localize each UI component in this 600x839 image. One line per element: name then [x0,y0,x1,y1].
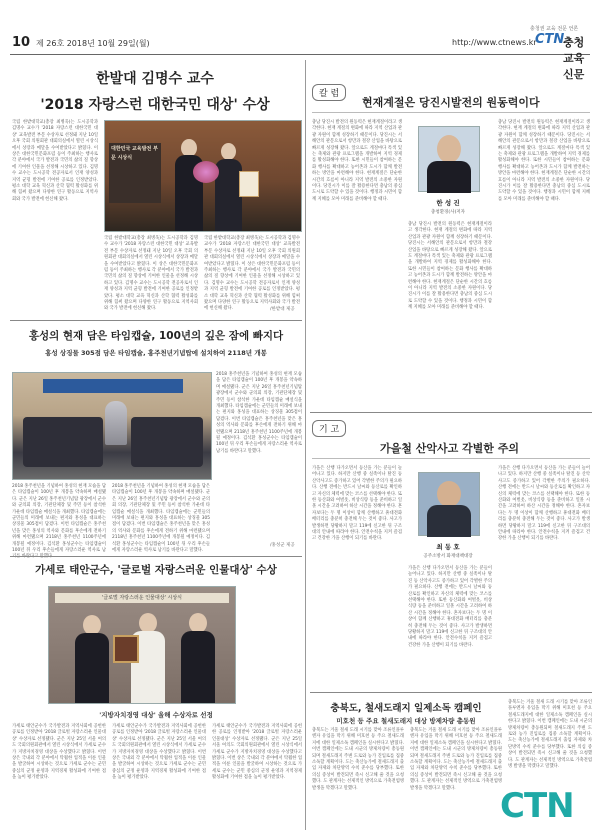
section-rule [310,692,592,693]
article3-photo-caption: '지방자치경영 대상' 올해 수상자로 선정 [99,711,213,719]
article1-body: 국립 한밭대학교(총장 최병욱)는 도시공학과 김명수 교수가 '2018 자랑스런 대한국민 대상' 교육발전 부문 수상자로 선정돼 지난 10일 오후 국회 의원회관 대회의실에서 열린 시상식에서 상장과 메달을 수여받았다고 밝혔다. 이 상은 대한국민문화포럼 등이 주최하는 행사로 각 분야에서 국가 발전과 국민의 삶의 질 향상에 기여한 인물을 선정해 시상하고 있다. 김명수 교수는 도시공학 전공자로서 인재 양성과 지역 균형 발전에 기여한 공로를 인정받았다. 평소 대학 교육 혁신과 산학 협력 활성화를 위해 힘써 왔으며 다양한 연구 활동으로 지역사회와 국가 발전에 헌신해 왔다. [12,120,98,202]
author-uniform [427,505,471,537]
article2-photo-credit: /홍성군 제공 [270,543,295,548]
article1-heading [10,68,300,114]
column2-body-col3: 가을은 산행 다가오면서 등산을 가는 분들이 늘어나고 있다. 하지만 산행 중 실족이나 탈진 등 산악사고도 증가하고 있어 각별한 주의가 필요하다. 산행 전에는 반드시 날씨와 등산로를 확인하고 자신의 체력에 맞는 코스를 선택해야 한다. 또한 등산화와 여벌옷, 비상식량 등을 준비하고 일몰 시간을 고려하여 하산 시간을 정해야 한다. 혼자보다는 두 명 이상이 함께 산행하고 휴대전화 배터리를 충분히 충전해 두는 것이 좋다. 사고가 발생하면 당황하지 말고 119에 신고한 뒤 구조대의 안내에 따라야 한다. 안전수칙을 지켜 즐겁고 건강한 가을 산행이 되기를 바란다. [498,466,590,542]
article4-body-col2: 충북도는 겨울 철새 도래 시기를 맞아 조류인플루엔자 유입을 막기 위해 미호천 등 주요 철새도래지에 대한 일제소독 캠페인을 실시한다고 밝혔다. 이번 캠페인에는 도내 시군의 방제차량이 총동원되며 철새도래지 주변 도로와 농가 진입로를 집중 소독할 계획이다. 도는 축산농가에 철새도래지 출입 자제와 차단방역 수칙 준수를 당부했다. 또한 의심 증상이 발견되면 즉시 신고해 줄 것을 요청했다. 도 관계자는 선제적인 방역으로 가축전염병 발생을 막겠다고 말했다. [410,728,502,791]
person-head [139,613,157,633]
section-rule [310,412,592,413]
column1-body: 충남 당진시 발전의 원동력은 현재계절이라고 생각한다. 현재 계절의 변화에 따라 지역 산업과 관광 자원이 함께 성장하기 때문이다. 당진시는 서해안의 관문으로서 항만과 철강 산업을 바탕으로 빠르게 성장해 왔다. 앞으로도 계절마다 특색 있는 축제와 관광 프로그램을 개발하여 지역 경제를 활성화해야 한다. 또한 시민들이 참여하는 문화 행사를 확대하고 농어촌과 도시가 함께 발전하는 방안을 마련해야 한다. 현재계절은 단순한 시간의 흐름이 아니라 지역 발전의 소중한 자원이다. 당진시가 이를 잘 활용한다면 충남의 중심 도시로 도약할 수 있을 것이다. 행정과 시민이 함께 지혜를 모아 미래를 준비해야 할 때다. [312,120,402,202]
article1-title: 한발대 김명수 교수 [96,71,214,87]
section-rule [10,320,302,321]
author-head [437,481,461,507]
issue-date: 제 26호 2018년 10월 29일(월) [36,39,150,48]
article1-subtitle: '2018 자랑스런 대한국민 대상' 수상 [40,97,270,113]
person-figure [215,159,242,231]
column1-author-photo [418,126,480,192]
column2-body: 가을은 산행 다가오면서 등산을 가는 분들이 늘어나고 있다. 하지만 산행 중 실족이나 탈진 등 산악사고도 증가하고 있어 각별한 주의가 필요하다. 산행 전에는 반드시 날씨와 등산로를 확인하고 자신의 체력에 맞는 코스를 선택해야 한다. 또한 등산화와 여벌옷, 비상식량 등을 준비하고 일몰 시간을 고려하여 하산 시간을 정해야 한다. 혼자보다는 두 명 이상이 함께 산행하고 휴대전화 배터리를 충분히 충전해 두는 것이 좋다. 사고가 발생하면 당황하지 말고 119에 신고한 뒤 구조대의 안내에 따라야 한다. 안전수칙을 지켜 즐겁고 건강한 가을 산행이 되기를 바란다. [312,466,402,542]
section-rule [312,112,590,113]
article3-body: 가세로 태안군수가 국가발전과 지역사회에 공헌한 공로를 인정받아 '2018 글로벌 자랑스러운 인물대상' 수상자로 선정됐다. 군은 지난 25일 서울 여의도 국회의원회관에서 열린 시상식에서 가세로 군수가 지방자치경영 대상을 수상했다고 밝혔다. 이번 상은 국내외 각 분야에서 탁월한 업적을 이룬 인물을 발굴하여 시상하는 것으로 가세로 군수는 군민 중심의 군정 운영과 지역경제 활성화에 기여한 점을 높이 평가받았다. [12,724,106,781]
flower-bouquet [193,161,219,183]
article2-body: 2018 홍주천년을 기념하여 홍성의 현재 모습을 담은 타임캡슐이 100년 후 개봉을 약속하며 매설됐다. 군은 지난 26일 홍주천년기념탑 광장에서 군수와 군의회 의장, 기관단체장 및 주민 등이 참석한 가운데 타임캡슐 매설식을 개최했다. 타임캡슐에는 군민들의 미래에 보내는 편지와 홍성을 대표하는 상징물 305점이 담겼다. 이번 타임캡슐은 홍주천년을 맞은 홍성의 역사와 문화를 후손에게 전하기 위해 마련됐으며 2118년 홍주천년 1100주년에 개봉될 예정이다. 김석환 홍성군수는 타임캡슐이 100년 뒤 우리 후손들에게 자랑스러운 역사로 남 [12,484,106,554]
column1-tag: 칼 럼 [312,84,346,101]
person-figure [75,633,109,703]
person-head [189,613,207,633]
ctn-logo: CTN [535,32,565,47]
column1-author-title: 충청환경(사)저자 [431,210,465,215]
article1-photo-banner: 대한민국 교육발전 부문 시상식 [109,143,161,203]
person-head [221,143,236,160]
column2-author-photo [418,472,480,536]
column2-author-name: 최 동 호 [436,543,460,551]
person-head [83,615,101,635]
column1-body-col3: 충남 당진시 발전의 원동력은 현재계절이라고 생각한다. 현재 계절의 변화에 따라 지역 산업과 관광 자원이 함께 성장하기 때문이다. 당진시는 서해안의 관문으로서 항만과 철강 산업을 바탕으로 빠르게 성장해 왔다. 앞으로도 계절마다 특색 있는 축제와 관광 프로그램을 개발하여 지역 경제를 활성화해야 한다. 또한 시민들이 참여하는 문화 행사를 확대하고 농어촌과 도시가 함께 발전하는 방안을 마련해야 한다. 현재계절은 단순한 시간의 흐름이 아니라 지역 발전의 소중한 자원이다. 당진시가 이를 잘 활용한다면 충남의 중심 도시로 도약할 수 있을 것이다. 행정과 시민이 함께 지혜를 모아 미래를 준비해야 할 때다. [498,120,590,202]
article4-title: 충북도, 철새도래지 일제소독 캠페인 [330,703,482,714]
ctn-footer-logo: CTN [500,786,574,826]
article3-body-col3: 가세로 태안군수가 국가발전과 지역사회에 공헌한 공로를 인정받아 '2018 글로벌 자랑스러운 인물대상' 수상자로 선정됐다. 군은 지난 25일 서울 여의도 국회의원회관에서 열린 시상식에서 가세로 군수가 지방자치경영 대상을 수상했다고 밝혔다. 이번 상은 국내외 각 분야에서 탁월한 업적을 이룬 인물을 발굴하여 시상하는 것으로 가세로 군수는 군민 중심의 군정 운영과 지역경제 활성화에 기여한 점을 높이 평가받았다. [212,724,302,781]
column1-body-col2: 충남 당진시 발전의 원동력은 현재계절이라고 생각한다. 현재 계절의 변화에 따라 지역 산업과 관광 자원이 함께 성장하기 때문이다. 당진시는 서해안의 관문으로서 항만과 철강 산업을 바탕으로 빠르게 성장해 왔다. 앞으로도 계절마다 특색 있는 축제와 관광 프로그램을 개발하여 지역 경제를 활성화해야 한다. 또한 시민들이 참여하는 문화 행사를 확대하고 농어촌과 도시가 함께 발전하는 방안을 마련해야 한다. 현재계절은 단순한 시간의 흐름이 아니라 지역 발전의 소중한 자원이다. 당진시가 이를 잘 활용한다면 충남의 중심 도시로 도약할 수 있을 것이다. 행정과 시민이 함께 지혜를 모아 미래를 준비해야 할 때다. [408,222,492,311]
person-figure [181,631,215,703]
article4-subtitle: 미호천 등 주요 철새도래지 대상 방제차량 총동원 [336,717,476,725]
section-rule [312,458,590,459]
column2-title: 가을철 산악사고 각별한 주의 [380,442,519,455]
tagline: 충청권 교육 전문 언론 [530,26,579,32]
column-divider [305,60,306,830]
article3-title: 가세로 태안군수, '글로벌 자랑스러운 인물대상' 수상 [35,564,277,576]
article3-photo [48,586,236,704]
article1-photo-credit: /한밭대 제공 [270,307,295,312]
article2-subtitle: 홍성 상징물 305점 담은 타임캡슐, 홍주천년기념탑에 설치하여 2118년 개봉 [45,349,267,357]
article2-title: 홍성의 현재 담은 타임캡슐, 100년의 깊은 잠에 빠지다 [28,330,284,342]
page-number: 10 [12,35,31,50]
article4-body: 충북도는 겨울 철새 도래 시기를 맞아 조류인플루엔자 유입을 막기 위해 미호천 등 주요 철새도래지에 대한 일제소독 캠페인을 실시한다고 밝혔다. 이번 캠페인에는 도내 시군의 방제차량이 총동원되며 철새도래지 주변 도로와 농가 진입로를 집중 소독할 계획이다. 도는 축산농가에 철새도래지 출입 자제와 차단방역 수칙 준수를 당부했다. 또한 의심 증상이 발견되면 즉시 신고해 줄 것을 요청했다. 도 관계자는 선제적인 방역으로 가축전염병 발생을 막겠다고 말했다. [312,728,404,791]
site-url[interactable]: http://www.ctnews.kr [452,38,537,47]
article1-photo [104,120,302,232]
author-head [437,135,461,163]
article2-photo [12,372,212,480]
section-rule [10,556,302,557]
author-suit [427,161,471,193]
attendee-group-left [23,417,103,467]
column2-author-title: 공주소방서 화재대책대장 [423,554,473,559]
article2-body-col2: 2018 홍주천년을 기념하여 홍성의 현재 모습을 담은 타임캡슐이 100년 후 개봉을 약속하며 매설됐다. 군은 지난 26일 홍주천년기념탑 광장에서 군수와 군의회 의장, 기관단체장 및 주민 등이 참석한 가운데 타임캡슐 매설식을 개최했다. 타임캡슐에는 군민들의 미래에 보내는 편지와 홍성을 대표하는 상징물 305점이 담겼다. 이번 타임캡슐은 홍주천년을 맞은 홍성의 역사와 문화를 후손에게 전하기 위해 마련됐으며 2118년 홍주천년 1100주년에 개봉될 예정이다. 김석환 홍성군수는 타임캡슐이 100년 뒤 우리 후손들에게 자랑스러운 역사로 남기를 바란다고 말했다. [112,484,210,554]
paper-name: 충청교육신문 [563,36,585,81]
article3-body-col2: 가세로 태안군수가 국가발전과 지역사회에 공헌한 공로를 인정받아 '2018 글로벌 자랑스러운 인물대상' 수상자로 선정됐다. 군은 지난 25일 서울 여의도 국회의원회관에서 열린 시상식에서 가세로 군수가 지방자치경영 대상을 수상했다고 밝혔다. 이번 상은 국내외 각 분야에서 탁월한 업적을 이룬 인물을 발굴하여 시상하는 것으로 가세로 군수는 군민 중심의 군정 운영과 지역경제 활성화에 기여한 점을 높이 평가받았다. [112,724,206,781]
article2-body-col3: 2018 홍주천년을 기념하여 홍성의 현재 모습을 담은 타임캡슐이 100년 후 개봉을 약속하며 매설됐다. 군은 지난 26일 홍주천년기념탑 광장에서 군수와 군의회 의장, 기관단체장 및 주민 등이 참석한 가운데 타임캡슐 매설식을 개최했다. 타임캡슐에는 군민들의 미래에 보내는 편지와 홍성을 대표하는 상징물 305점이 담겼다. 이번 타임캡슐은 홍주천년을 맞은 홍성의 역사와 문화를 후손에게 전하기 위해 마련됐으며 2118년 홍주천년 1100주년에 개봉될 예정이다. 김석환 홍성군수는 타임캡슐이 100년 뒤 우리 후손들에게 자랑스러운 역사로 남기를 바란다고 말했다. [216,372,302,454]
column2-body-col2: 가을은 산행 다가오면서 등산을 가는 분들이 늘어나고 있다. 하지만 산행 중 실족이나 탈진 등 산악사고도 증가하고 있어 각별한 주의가 필요하다. 산행 전에는 반드시 날씨와 등산로를 확인하고 자신의 체력에 맞는 코스를 선택해야 한다. 또한 등산화와 여벌옷, 비상식량 등을 준비하고 일몰 시간을 고려하여 하산 시간을 정해야 한다. 혼자보다는 두 명 이상이 함께 산행하고 휴대전화 배터리를 충분히 충전해 두는 것이 좋다. 사고가 발생하면 당황하지 말고 119에 신고한 뒤 구조대의 안내에 따라야 한다. 안전수칙을 지켜 즐겁고 건강한 가을 산행이 되기를 바란다. [408,566,492,648]
column1-author-name: 한 성 진 [436,199,460,207]
attendee-group-right [131,417,203,467]
article4-body-col3: 충북도는 겨울 철새 도래 시기를 맞아 조류인플루엔자 유입을 막기 위해 미호천 등 주요 철새도래지에 대한 일제소독 캠페인을 실시한다고 밝혔다. 이번 캠페인에는 도내 시군의 방제차량이 총동원되며 철새도래지 주변 도로와 농가 진입로를 집중 소독할 계획이다. 도는 축산농가에 철새도래지 출입 자제와 차단방역 수칙 준수를 당부했다. 또한 의심 증상이 발견되면 즉시 신고해 줄 것을 요청했다. 도 관계자는 선제적인 방역으로 가축전염병 발생을 막겠다고 말했다. [508,700,592,770]
column1-title: 현재계절은 당진시발전의 원동력이다 [362,96,540,109]
award-stage-sign: '글로벌 자랑스러운 인물대상' 시상식 [55,593,229,603]
article1-body-col3: 국립 한밭대학교(총장 최병욱)는 도시공학과 김명수 교수가 '2018 자랑스런 대한국민 대상' 교육발전 부문 수상자로 선정돼 지난 10일 오후 국회 의원회관 대회의실에서 열린 시상식에서 상장과 메달을 수여받았다고 밝혔다. 이 상은 대한국민문화포럼 등이 주최하는 행사로 각 분야에서 국가 발전과 국민의 삶의 질 향상에 기여한 인물을 선정해 시상하고 있다. 김명수 교수는 도시공학 전공자로서 인재 양성과 지역 균형 발전에 기여한 공로를 인정받았다. 평소 대학 교육 혁신과 산학 협력 활성화를 위해 힘써 왔으며 다양한 연구 활동으로 지역사회와 국가 발전에 헌신해 왔다. [204,236,300,312]
column2-tag: 기 고 [312,420,346,437]
article1-body-col2: 국립 한밭대학교(총장 최병욱)는 도시공학과 김명수 교수가 '2018 자랑스런 대한국민 대상' 교육발전 부문 수상자로 선정돼 지난 10일 오후 국회 의원회관 대회의실에서 열린 시상식에서 상장과 메달을 수여받았다고 밝혔다. 이 상은 대한국민문화포럼 등이 주최하는 행사로 각 분야에서 국가 발전과 국민의 삶의 질 향상에 기여한 인물을 선정해 시상하고 있다. 김명수 교수는 도시공학 전공자로서 인재 양성과 지역 균형 발전에 기여한 공로를 인정받았다. 평소 대학 교육 혁신과 산학 협력 활성화를 위해 힘써 왔으며 다양한 연구 활동으로 지역사회와 국가 발전에 헌신해 왔다. [104,236,198,312]
award-plaque [113,635,139,663]
award-certificate [239,171,259,197]
event-banner [43,379,183,393]
time-capsule [105,401,127,445]
